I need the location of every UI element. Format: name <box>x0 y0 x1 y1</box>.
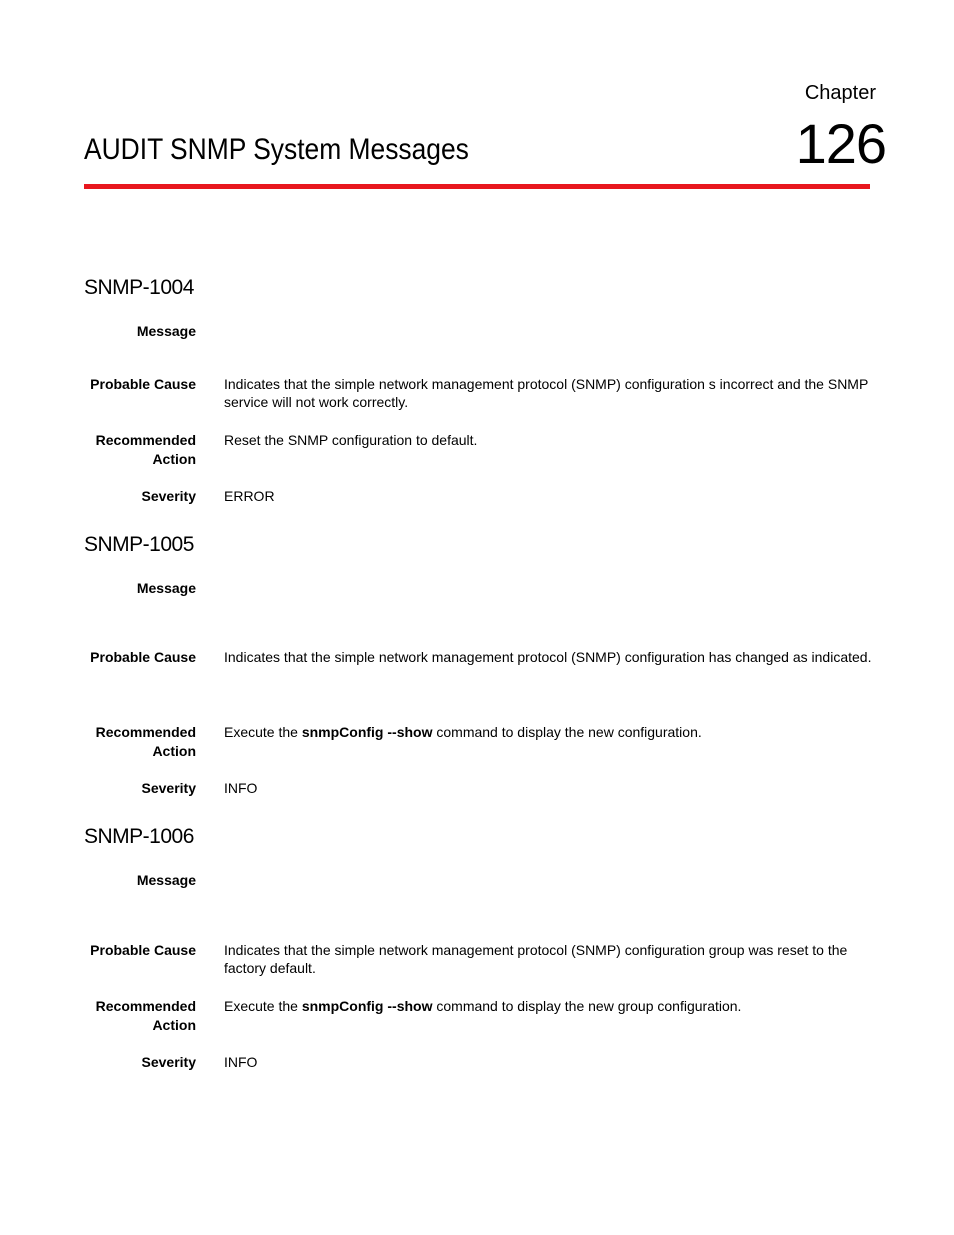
section-heading: SNMP-1004 <box>84 276 194 299</box>
chapter-label: Chapter <box>804 82 876 104</box>
probable-cause-label: Probable Cause <box>90 376 196 392</box>
recommended-action-label: Recommended Action <box>95 432 196 467</box>
recommended-action-text: Reset the SNMP configuration to default. <box>224 432 478 448</box>
message-label: Message <box>136 323 196 339</box>
section-heading: SNMP-1006 <box>84 825 194 848</box>
severity-value: INFO <box>224 1054 258 1070</box>
title-rule <box>84 184 870 189</box>
probable-cause-text: Indicates that the simple network management protocol (SNMP) configuration s incorrect and the SNMP service will not work correctly. <box>224 376 869 410</box>
probable-cause-text: Indicates that the simple network management protocol (SNMP) configuration group was reset to the factory default. <box>224 942 848 976</box>
severity-value: INFO <box>224 780 258 796</box>
probable-cause-text: Indicates that the simple network management protocol (SNMP) configuration has changed as indicated. <box>224 649 872 665</box>
recommended-action-pre: Execute the <box>224 998 302 1014</box>
recommended-action-pre: Execute the <box>224 724 302 740</box>
severity-label: Severity <box>141 780 196 796</box>
severity-label: Severity <box>141 488 196 504</box>
recommended-action-text <box>224 997 874 1015</box>
command-snmpconfig-show: snmpConfig --show <box>301 998 433 1014</box>
chapter-title: AUDIT SNMP System Messages <box>84 133 469 166</box>
recommended-action-post: command to display the new configuration. <box>432 724 702 740</box>
message-label: Message <box>136 580 196 596</box>
command-snmpconfig-show: snmpConfig --show <box>301 724 433 740</box>
recommended-action-label: Recommended Action <box>95 724 196 759</box>
probable-cause-label: Probable Cause <box>90 649 196 665</box>
recommended-action-label: Recommended Action <box>95 998 196 1033</box>
message-label: Message <box>136 872 196 888</box>
section-heading: SNMP-1005 <box>84 533 194 556</box>
severity-value: ERROR <box>224 488 275 504</box>
recommended-action-text <box>224 723 874 741</box>
recommended-action-post: command to display the new group configuration. <box>432 998 742 1014</box>
severity-label: Severity <box>141 1054 196 1070</box>
chapter-number: 126 <box>795 112 886 175</box>
probable-cause-label: Probable Cause <box>90 942 196 958</box>
